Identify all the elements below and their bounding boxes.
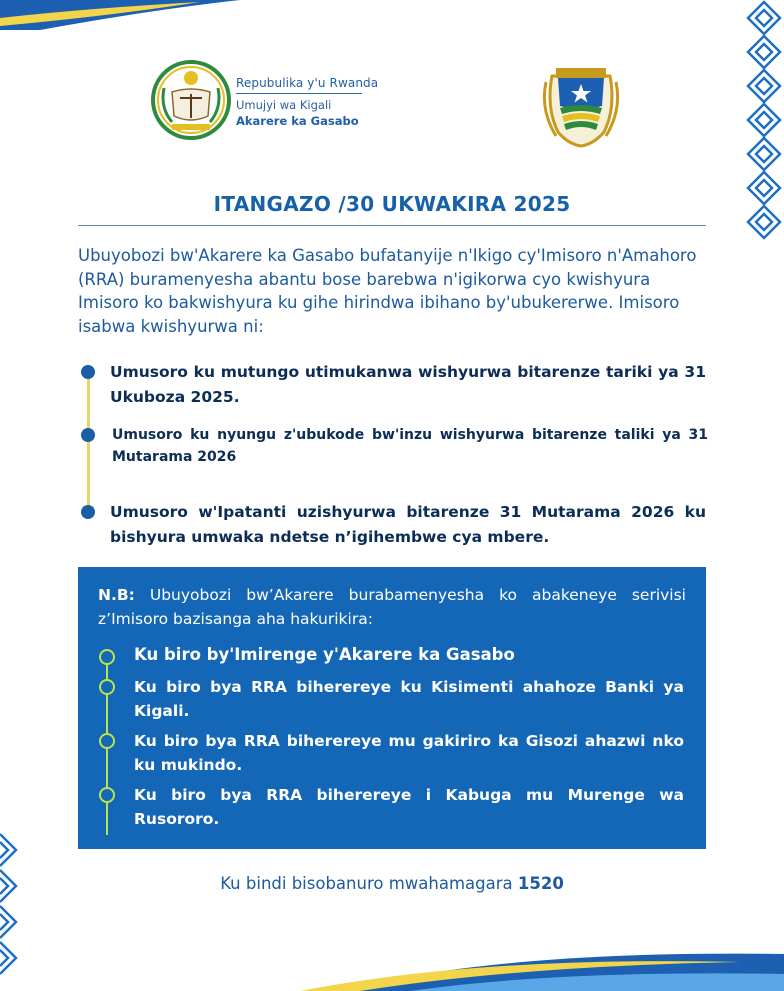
tax-item-rental-income: Umusoro ku nyungu z'ubukode bw'inzu wishyurwa bitarenze taliki ya 31 Mutarama 2026: [112, 427, 708, 465]
announcement-intro: Ubuyobozi bw'Akarere ka Gasabo bufatanyije n'Ikigo cy'Imisoro n'Amahoro (RRA) buramenyesha abantu bose barebwa n'igikorwa cyo kwishyura Imisoro ko bakwishyura ku gihe hirindwa ibihano by'ubukererwe. Imisoro isabwa kwishyurwa ni:: [78, 246, 697, 336]
diamond-border-pattern-left: [0, 830, 22, 991]
location-item: Ku biro bya RRA biherereye ku Kisimenti ahahoze Banki ya Kigali.: [134, 678, 684, 720]
location-item: Ku biro bya RRA biherereye mu gakiriro ka Gisozi ahazwi nko ku mukindo.: [134, 732, 684, 774]
footer-text: Ku bindi bisobanuro mwahamagara: [220, 874, 518, 893]
bullet-dot-icon: [81, 428, 95, 442]
announcement-title: ITANGAZO /30 UKWAKIRA 2025: [213, 192, 571, 216]
tax-list-timeline: [87, 370, 90, 514]
country-name: Repubulika y'u Rwanda: [236, 76, 379, 90]
bottom-swoosh-decoration: [300, 940, 784, 991]
ring-bullet-icon: [99, 733, 115, 749]
note-label: N.B:: [98, 586, 135, 604]
header-divider: [236, 93, 362, 94]
note-box: [78, 567, 706, 849]
contact-footer: [78, 874, 706, 893]
bullet-dot-icon: [81, 505, 95, 519]
tax-item-trading-license: Umusoro w'Ipatanti uzishyurwa bitarenze 31 Mutarama 2026 ku bishyura umwaka ndetse n’igihembwe cya mbere.: [110, 503, 706, 546]
diamond-border-pattern: [744, 0, 784, 245]
bullet-dot-icon: [81, 365, 95, 379]
hotline-number: 1520: [517, 874, 564, 893]
note-text: [98, 583, 686, 631]
kigali-city-emblem-logo: [538, 62, 624, 148]
location-item: Ku biro by'Imirenge y'Akarere ka Gasabo: [134, 645, 515, 664]
location-item: Ku biro bya RRA biherereye i Kabuga mu Murenge wa Rusororo.: [134, 786, 684, 828]
city-name: Umujyi wa Kigali: [236, 98, 332, 112]
note-body: Ubuyobozi bw’Akarere burabamenyesha ko abakeneye serivisi z’Imisoro bazisanga aha hakurikira:: [98, 586, 686, 628]
rwanda-coat-of-arms-logo: [150, 58, 232, 144]
corner-swoosh-decoration: [0, 0, 240, 30]
tax-item-property: Umusoro ku mutungo utimukanwa wishyurwa bitarenze tariki ya 31 Ukuboza 2025.: [110, 363, 706, 406]
ring-bullet-icon: [99, 649, 115, 665]
district-name: Akarere ka Gasabo: [236, 114, 359, 128]
title-divider: [78, 225, 706, 226]
government-header: [236, 76, 378, 128]
ring-bullet-icon: [99, 679, 115, 695]
ring-bullet-icon: [99, 787, 115, 803]
